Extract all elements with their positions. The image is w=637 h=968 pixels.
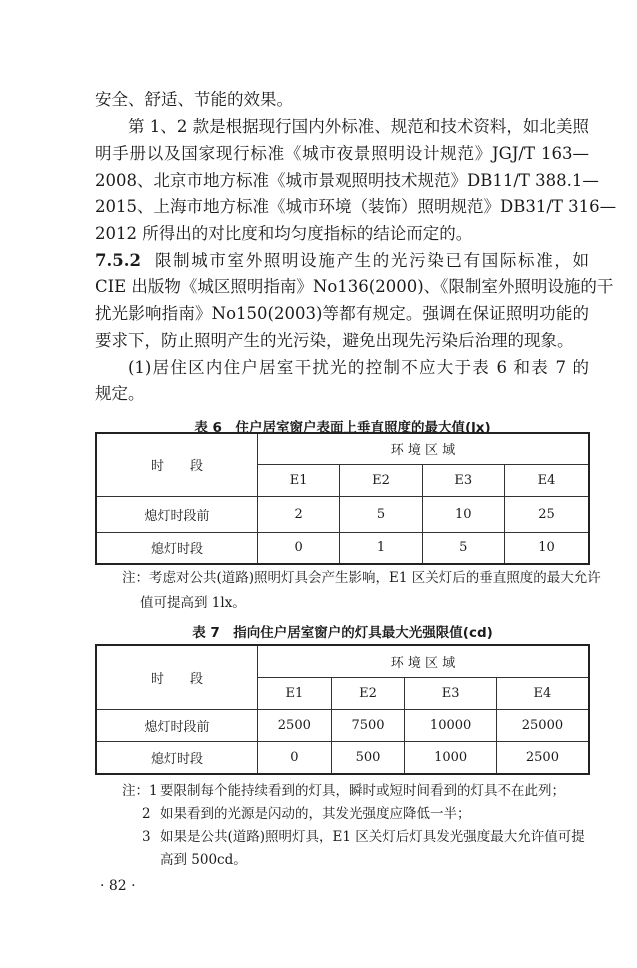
text-line: (1)居住区内住户居室干扰光的控制不应大于表 6 和表 7 的 — [128, 358, 589, 377]
table6 — [95, 432, 590, 565]
zone-e1: E1 — [258, 677, 332, 709]
cell: 10000 — [405, 710, 497, 742]
table7-note: 高到 500cd。 — [160, 852, 247, 868]
zone-e4: E4 — [496, 677, 589, 709]
table6-caption: 表 6 住户居室窗户表面上垂直照度的最大值(lx) — [194, 420, 491, 436]
section-text: 限制城市室外照明设施产生的光污染已有国际标准，如 — [154, 251, 589, 270]
zone-e2: E2 — [331, 677, 405, 709]
table6-note: 注：考虑对公共(道路)照明灯具会产生影响，E1 区关灯后的垂直照度的最大允许 — [122, 570, 601, 586]
cell: 500 — [331, 742, 405, 774]
cell: 2500 — [258, 710, 332, 742]
zone-e4: E4 — [504, 464, 589, 496]
period-header: 时 段 — [96, 645, 258, 710]
text-line: 要求下，防止照明产生的光污染，避免出现先污染后治理的现象。 — [95, 331, 574, 350]
text-line: CIE 出版物《城区照明指南》No136(2000)、《限制室外照明设施的干 — [95, 277, 614, 296]
row-label: 熄灯时段 — [96, 742, 258, 774]
cell: 2500 — [496, 742, 589, 774]
row-label: 熄灯时段 — [96, 532, 258, 564]
table-row — [96, 710, 589, 742]
cell: 0 — [258, 532, 340, 564]
cell: 2 — [258, 496, 340, 532]
section-number: 7.5.2 — [95, 251, 141, 270]
zone-e3: E3 — [422, 464, 504, 496]
cell: 7500 — [331, 710, 405, 742]
table7-note: 如果是公共(道路)照明灯具，E1 区关灯后灯具发光强度最大允许值可提 — [160, 829, 585, 845]
cell: 5 — [422, 532, 504, 564]
table-row — [96, 742, 589, 774]
zone-e1: E1 — [258, 464, 340, 496]
table7-caption: 表 7 指向住户居室窗户的灯具最大光强限值(cd) — [192, 625, 493, 641]
text-line: 第 1、2 款是根据现行国内外标准、规范和技术资料，如北美照 — [128, 117, 589, 136]
page-number: · 82 · — [100, 878, 136, 894]
row-label: 熄灯时段前 — [96, 496, 258, 532]
table7 — [95, 644, 590, 775]
table-row — [96, 496, 589, 532]
table7-note: 要限制每个能持续看到的灯具，瞬时或短时间看到的灯具不在此列； — [160, 783, 565, 799]
cell: 1 — [340, 532, 422, 564]
text-line: 扰光影响指南》No150(2003)等都有规定。强调在保证照明功能的 — [95, 304, 589, 323]
cell: 5 — [340, 496, 422, 532]
table7-note-num: 2 — [142, 806, 151, 822]
text-line: 规定。 — [95, 384, 145, 403]
text-line — [95, 251, 589, 271]
period-header: 时 段 — [96, 433, 258, 496]
table7-note: 如果看到的光源是闪动的，其发光强度应降低一半； — [160, 806, 471, 822]
zone-header: 环 境 区 域 — [258, 433, 590, 464]
zone-e3: E3 — [405, 677, 497, 709]
zone-e2: E2 — [340, 464, 422, 496]
text-line: 2015、上海市地方标准《城市环境（装饰）照明规范》DB31/T 316— — [95, 197, 617, 216]
cell: 25000 — [496, 710, 589, 742]
cell: 0 — [258, 742, 332, 774]
cell: 10 — [504, 532, 589, 564]
table7-note-num: 注：1 — [122, 783, 158, 799]
text-line: 明手册以及国家现行标准《城市夜景照明设计规范》JGJ/T 163— — [95, 144, 589, 163]
table7-note-num: 3 — [142, 829, 151, 845]
zone-header: 环 境 区 域 — [258, 645, 590, 677]
cell: 25 — [504, 496, 589, 532]
text-line: 安全、舒适、节能的效果。 — [95, 90, 293, 109]
row-label: 熄灯时段前 — [96, 710, 258, 742]
cell: 10 — [422, 496, 504, 532]
text-line: 2012 所得出的对比度和均匀度指标的结论而定的。 — [95, 224, 473, 243]
table6-note: 值可提高到 1lx。 — [140, 595, 246, 611]
text-line: 2008、北京市地方标准《城市景观照明技术规范》DB11/T 388.1— — [95, 171, 599, 190]
cell: 1000 — [405, 742, 497, 774]
table-row — [96, 532, 589, 564]
